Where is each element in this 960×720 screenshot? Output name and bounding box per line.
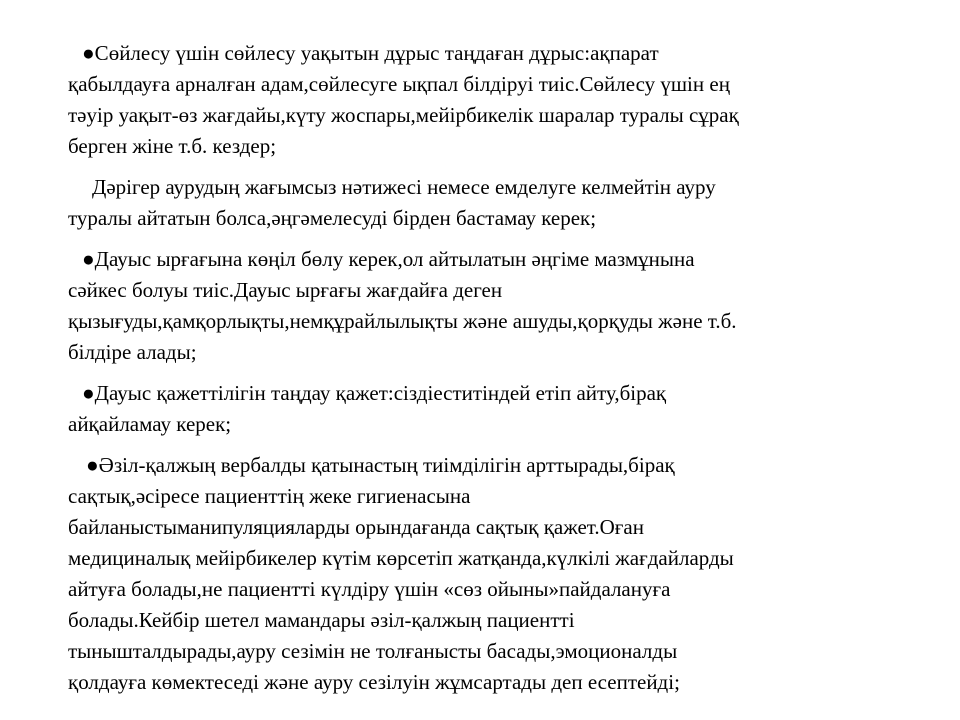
text-line: ●Дауыс ырғағына көңіл бөлу керек,ол айтылатын әңгіме мазмұнына bbox=[82, 247, 695, 271]
text-line: ●Сөйлесу үшін сөйлесу уақытын дұрыс таңдаған дұрыс:ақпарат bbox=[82, 41, 659, 65]
text-line: қызығуды,қамқорлықты,немқұрайлылықты және ашуды,қорқуды және т.б. bbox=[68, 309, 737, 333]
text-line: ●Әзіл-қалжың вербалды қатынастың тиімділігін арттырады,бірақ bbox=[86, 453, 675, 477]
paragraph-speaking-time bbox=[68, 38, 898, 162]
text-line: сәйкес болуы тиіс.Дауыс ырғағы жағдайға деген bbox=[68, 278, 503, 302]
slide-text-body bbox=[68, 38, 898, 708]
text-line: берген жіне т.б. кездер; bbox=[68, 134, 277, 158]
text-line: тыныштaлдырады,ауру сезімін не толғанысты басады,эмоционалды bbox=[68, 639, 678, 663]
text-line: болады.Кейбір шетел мамандары әзіл-қалжың пациентті bbox=[68, 608, 575, 632]
text-line: білдіре алады; bbox=[68, 340, 197, 364]
text-line: айқайламау керек; bbox=[68, 412, 232, 436]
text-line: айтуға болады,не пациентті күлдіру үшін «сөз ойыны»пайдалануға bbox=[68, 577, 671, 601]
paragraph-voice-volume bbox=[68, 378, 898, 440]
text-line: қабылдауға арналған адам,сөйлесуге ықпал білдіруі тиіс.Сөйлесу үшін ең bbox=[68, 72, 730, 96]
paragraph-voice-intonation bbox=[68, 244, 898, 368]
paragraph-doctor-news bbox=[68, 172, 898, 234]
text-line: қолдауға көмектеседі және ауру сезілуін жұмсартады деп есептейді; bbox=[68, 670, 680, 694]
text-line: сақтық,әсіресе пациенттің жеке гигиенасына bbox=[68, 484, 471, 508]
text-line: Дәрігер аурудың жағымсыз нәтижесі немесе емделуге келмейтін ауру bbox=[92, 175, 716, 199]
text-line: ●Дауыс қажеттілігін таңдау қажет:сіздіеститіндей етіп айту,бірақ bbox=[82, 381, 667, 405]
text-line: тәуір уақыт-өз жағдайы,күту жоспары,мейірбикелік шаралар туралы сұрақ bbox=[68, 103, 739, 127]
text-line: туралы айтатын болса,әңгәмелесуді бірден бастамау керек; bbox=[68, 206, 597, 230]
text-line: байланыстыманипуляцияларды орындағанда сақтық қажет.Оған bbox=[68, 515, 644, 539]
text-line: медициналық мейірбикелер күтім көрсетіп жатқанда,күлкілі жағдайларды bbox=[68, 546, 734, 570]
paragraph-humor bbox=[68, 450, 898, 698]
